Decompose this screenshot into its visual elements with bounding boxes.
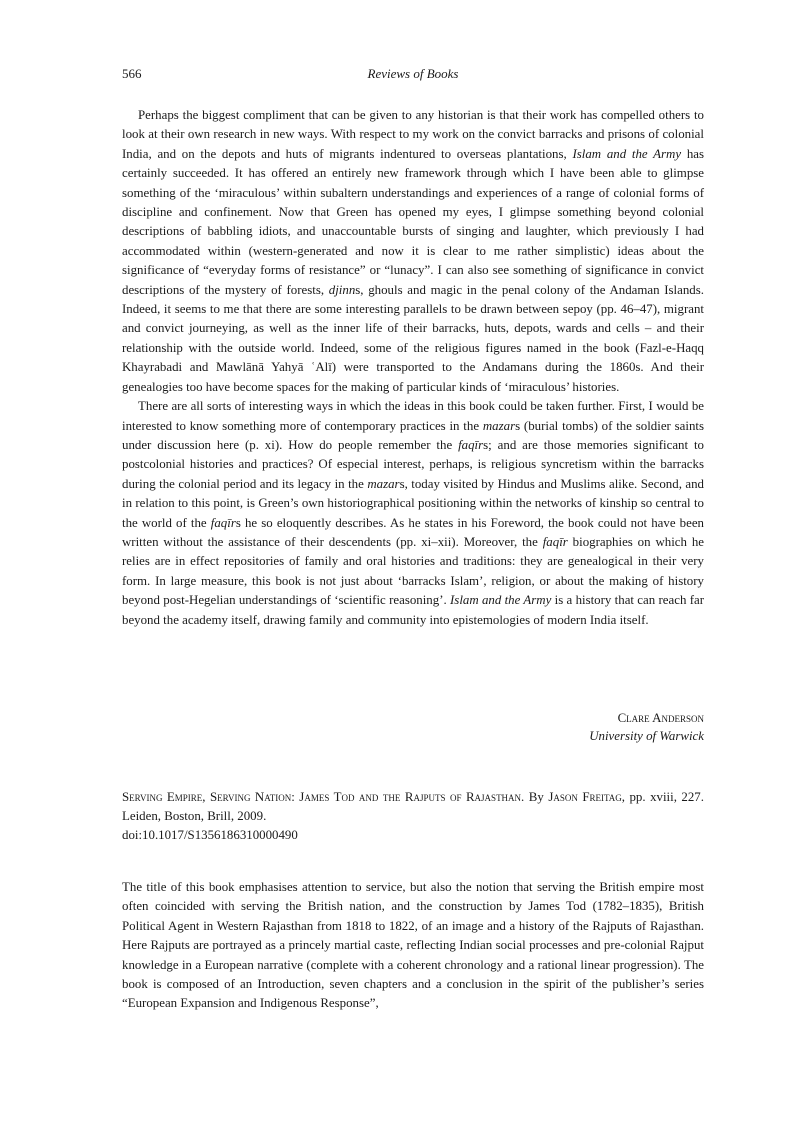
publication-details: pp. xviii, 227. Leiden, Boston, Brill, 2009. xyxy=(122,790,704,823)
paragraph xyxy=(122,106,704,397)
text-run: s (burial tombs) of the soldier saints under discussion here (p. xi). How do people remember the xyxy=(122,418,704,452)
text-run: Perhaps the biggest compliment that can be given to any historian is that their work has compelled others to look at their own research in new ways. With respect to my work on the convict barracks and prisons of colonial India, and on the depots and huts of migrants indentured to overseas plantations, xyxy=(122,108,704,161)
text-run: biographies on which he relies are in effect repositories of family and oral histories and traditions: they are genealogical in their very form. In large measure, this book is not just about ‘barracks Islam’, religion, or about the making of history beyond post-Hegelian understandings of ‘scientific reasoning’. xyxy=(122,534,704,608)
by-label: By xyxy=(528,790,544,804)
text-run: s, ghouls and magic in the penal colony of the Andaman Islands. Indeed, it seems to me that there are some interesting parallels to be drawn between sepoy (pp. 46–47), migrant and convict journeying, as well as the inner life of their barracks, huts, depots, wards and cells – and their relationship with the outside world. Indeed, some of the religious figures named in the book (Fazl-e-Haqq Khayrabadi and Mawlānā Yahyā ʿAlī) were transported to the Andamans during the 1860s. And their genealogies too have become spaces for the making of particular kinds of ‘miraculous’ histories. xyxy=(122,282,704,394)
page-header xyxy=(122,66,704,84)
text-run: has certainly succeeded. It has offered an entirely new framework through which I have been able to glimpse something of the ‘miraculous’ within subaltern understandings and experiences of a range of colonial forms of discipline and confinement. Now that Green has opened my eyes, I glimpse something beyond colonial descriptions of babbling idiots, and unaccountable bursts of singing and laughter, which previously I had accommodated within (western-generated and now it is clear to me rather simplistic) ideas about the significance of “everyday forms of resistance” or “lunacy”. I can also see something of significance in convict descriptions of the mystery of forests, xyxy=(122,146,704,297)
italic-text: faqīr xyxy=(210,515,236,530)
italic-text: Islam and the Army xyxy=(572,146,682,161)
book-author: Jason Freitag, xyxy=(548,790,625,804)
text-run: s, today visited by Hindus and Muslims alike. Second, and in relation to this point, is Green’s own historiographical positioning within the networks of kinship so central to the world of the xyxy=(122,476,704,530)
paragraph xyxy=(122,878,704,1014)
text-run: There are all sorts of interesting ways in which the ideas in this book could be taken further. First, I would be interested to know something more of contemporary practices in the xyxy=(122,399,704,433)
review-citation xyxy=(122,788,704,845)
paragraph xyxy=(122,397,704,630)
review-body-2 xyxy=(122,878,704,1014)
italic-text: mazar xyxy=(367,476,400,491)
italic-text: faqīr xyxy=(458,437,484,452)
italic-text: djinn xyxy=(328,282,356,297)
text-run: s he so eloquently describes. As he states in his Foreword, the book could not have been written without the assistance of their descendents (pp. xi–xii). Moreover, the xyxy=(122,515,705,549)
reviewer-name: Clare Anderson xyxy=(617,711,704,725)
reviewer-affiliation: University of Warwick xyxy=(589,729,704,743)
doi-link[interactable]: doi:10.1017/S1356186310000490 xyxy=(122,828,298,842)
text-run: s; and are those memories significant to postcolonial histories and practices? Of especial interest, perhaps, is religious syncretism within the barracks during the colonial period and its legacy in the xyxy=(122,437,704,491)
italic-text: faqīr xyxy=(542,534,568,549)
book-title: Serving Empire, Serving Nation: James Tod and the Rajputs of Rajasthan. xyxy=(122,790,525,804)
reviewer-signature xyxy=(122,709,704,745)
review-body-1 xyxy=(122,106,704,630)
page-number: 566 xyxy=(122,66,142,81)
running-title: Reviews of Books xyxy=(367,66,459,81)
text-run: The title of this book emphasises attention to service, but also the notion that serving the British empire most often coincided with serving the British nation, and the construction by James Tod (1782–1835), British Political Agent in Western Rajasthan from 1818 to 1822, of an image and a history of the Rajputs of Rajasthan. Here Rajputs are portrayed as a princely martial caste, reflecting Indian social processes and pre-colonial Rajput knowledge in a European narrative (complete with a coherent chronology and a rational linear progression). The book is composed of an Introduction, seven chapters and a conclusion in the spirit of the publisher’s series “European Expansion and Indigenous Response”, xyxy=(122,880,704,1011)
text-run: is a history that can reach far beyond the academy itself, drawing family and community into epistemologies of modern India itself. xyxy=(122,593,704,627)
italic-text: mazar xyxy=(482,418,516,433)
italic-text: Islam and the Army xyxy=(450,593,552,608)
